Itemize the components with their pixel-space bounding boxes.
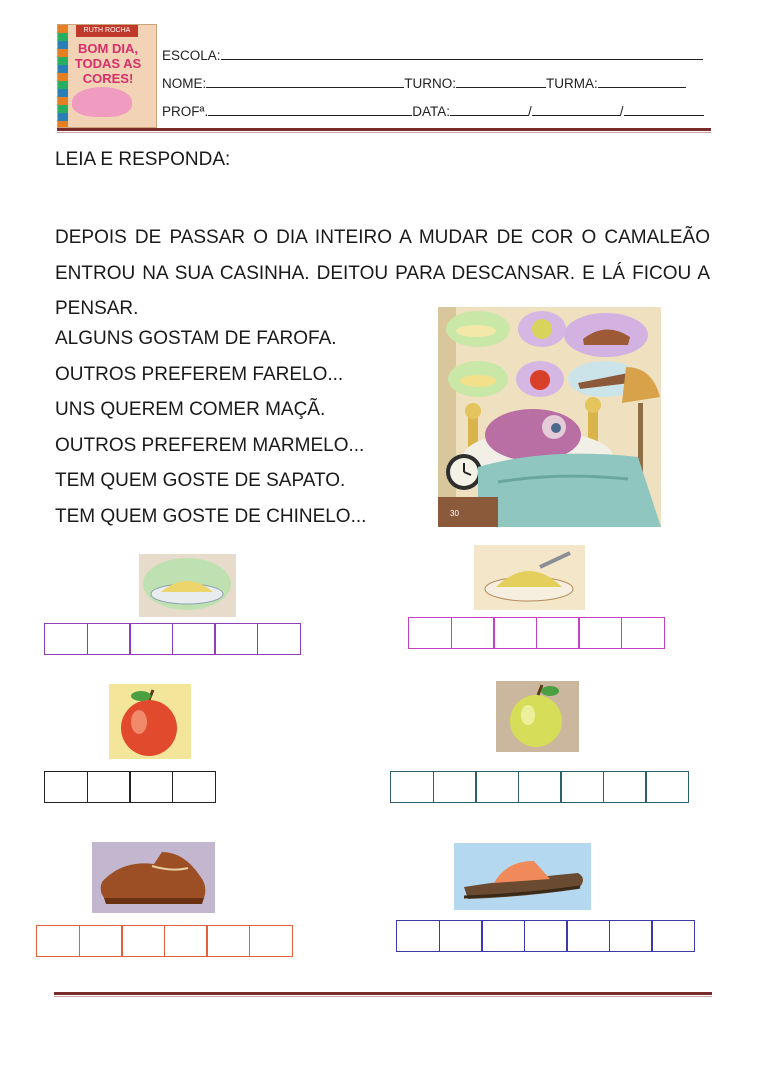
instruction-heading: LEIA E RESPONDA: — [55, 149, 231, 170]
chameleon-bed-illustration — [438, 307, 661, 527]
answer-boxes-sapato — [36, 925, 293, 957]
letter-box[interactable] — [44, 771, 88, 803]
date-separator: / — [619, 104, 624, 119]
date-month-field[interactable] — [532, 101, 620, 116]
poem-line: OUTROS PREFEREM MARMELO... — [55, 434, 365, 456]
date-separator: / — [528, 104, 532, 119]
letter-box[interactable] — [390, 771, 434, 803]
name-field[interactable] — [206, 73, 404, 88]
book-author: RUTH ROCHA — [76, 25, 138, 37]
letter-box[interactable] — [621, 617, 665, 649]
answer-boxes-marmelo — [390, 771, 689, 803]
header-divider-thin — [57, 132, 711, 133]
school-label: ESCOLA: — [162, 48, 221, 63]
footer-divider-thin — [54, 996, 712, 997]
class-field[interactable] — [598, 73, 686, 88]
letter-box[interactable] — [603, 771, 647, 803]
letter-box[interactable] — [609, 920, 653, 952]
letter-box[interactable] — [536, 617, 580, 649]
letter-box[interactable] — [79, 925, 123, 957]
letter-box[interactable] — [475, 771, 519, 803]
book-title — [66, 41, 150, 86]
answer-boxes-farofa — [44, 623, 301, 655]
poem-line: ALGUNS GOSTAM DE FAROFA. — [55, 328, 337, 349]
answer-boxes-maca — [44, 771, 216, 803]
scene-drawing — [438, 307, 661, 527]
letter-box[interactable] — [645, 771, 689, 803]
date-label: DATA: — [412, 104, 451, 119]
book-cover-image — [57, 24, 157, 128]
letter-box[interactable] — [129, 623, 173, 655]
poem-line: UNS QUEREM COMER MAÇÃ. — [55, 399, 326, 420]
letter-box[interactable] — [518, 771, 562, 803]
farelo-image — [474, 545, 585, 610]
letter-box[interactable] — [44, 623, 88, 655]
farofa-drawing — [139, 554, 236, 617]
letter-box[interactable] — [87, 771, 131, 803]
letter-box[interactable] — [121, 925, 165, 957]
teacher-field[interactable] — [208, 101, 412, 116]
school-line — [162, 45, 703, 63]
date-day-field[interactable] — [450, 101, 528, 116]
book-title-line: BOM DIA, — [78, 41, 138, 56]
name-line — [162, 73, 686, 91]
shoe-image — [92, 842, 215, 913]
letter-box[interactable] — [214, 623, 258, 655]
letter-box[interactable] — [566, 920, 610, 952]
letter-box[interactable] — [257, 623, 301, 655]
farelo-drawing — [474, 545, 585, 610]
slipper-drawing — [454, 843, 591, 910]
letter-box[interactable] — [206, 925, 250, 957]
teacher-label: PROFª. — [162, 104, 209, 119]
apple-drawing — [109, 684, 191, 759]
book-title-line: CORES! — [82, 71, 134, 86]
poem-line: OUTROS PREFEREM FARELO... — [55, 363, 344, 385]
poem-line: TEM QUEM GOSTE DE SAPATO. — [55, 470, 346, 491]
chameleon-icon — [72, 87, 132, 117]
header-divider — [57, 128, 711, 131]
class-label: TURMA: — [546, 76, 598, 91]
letter-box[interactable] — [451, 617, 495, 649]
shift-label: TURNO: — [404, 76, 457, 91]
letter-box[interactable] — [493, 617, 537, 649]
letter-box[interactable] — [408, 617, 452, 649]
letter-box[interactable] — [249, 925, 293, 957]
quince-image — [496, 681, 579, 752]
footer-divider — [54, 992, 712, 995]
poem-line: TEM QUEM GOSTE DE CHINELO... — [55, 505, 367, 527]
teacher-line — [162, 101, 704, 119]
letter-box[interactable] — [87, 623, 131, 655]
shoe-drawing — [92, 842, 215, 913]
letter-box[interactable] — [172, 623, 216, 655]
name-label: NOME: — [162, 76, 207, 91]
apple-image — [109, 684, 191, 759]
letter-box[interactable] — [578, 617, 622, 649]
poem — [55, 321, 366, 534]
letter-box[interactable] — [433, 771, 477, 803]
book-title-line: TODAS AS — [74, 56, 142, 71]
slipper-image — [454, 843, 591, 910]
answer-boxes-farelo — [408, 617, 665, 649]
date-year-field[interactable] — [624, 101, 704, 116]
letter-box[interactable] — [651, 920, 695, 952]
letter-box[interactable] — [560, 771, 604, 803]
letter-box[interactable] — [524, 920, 568, 952]
letter-box[interactable] — [129, 771, 173, 803]
quince-drawing — [496, 681, 579, 752]
letter-box[interactable] — [172, 771, 216, 803]
scene-page-number: 30 — [450, 509, 459, 518]
school-field[interactable] — [221, 45, 703, 60]
letter-box[interactable] — [396, 920, 440, 952]
letter-box[interactable] — [439, 920, 483, 952]
shift-field[interactable] — [456, 73, 546, 88]
answer-boxes-chinelo — [396, 920, 695, 952]
farofa-image — [139, 554, 236, 617]
letter-box[interactable] — [164, 925, 208, 957]
letter-box[interactable] — [36, 925, 80, 957]
story-paragraph: DEPOIS DE PASSAR O DIA INTEIRO A MUDAR DE COR O CAMALEÃO ENTROU NA SUA CASINHA. DEITOU PARA DESCANSAR. E LÁ FICOU A PENSAR. — [55, 227, 710, 319]
letter-box[interactable] — [481, 920, 525, 952]
